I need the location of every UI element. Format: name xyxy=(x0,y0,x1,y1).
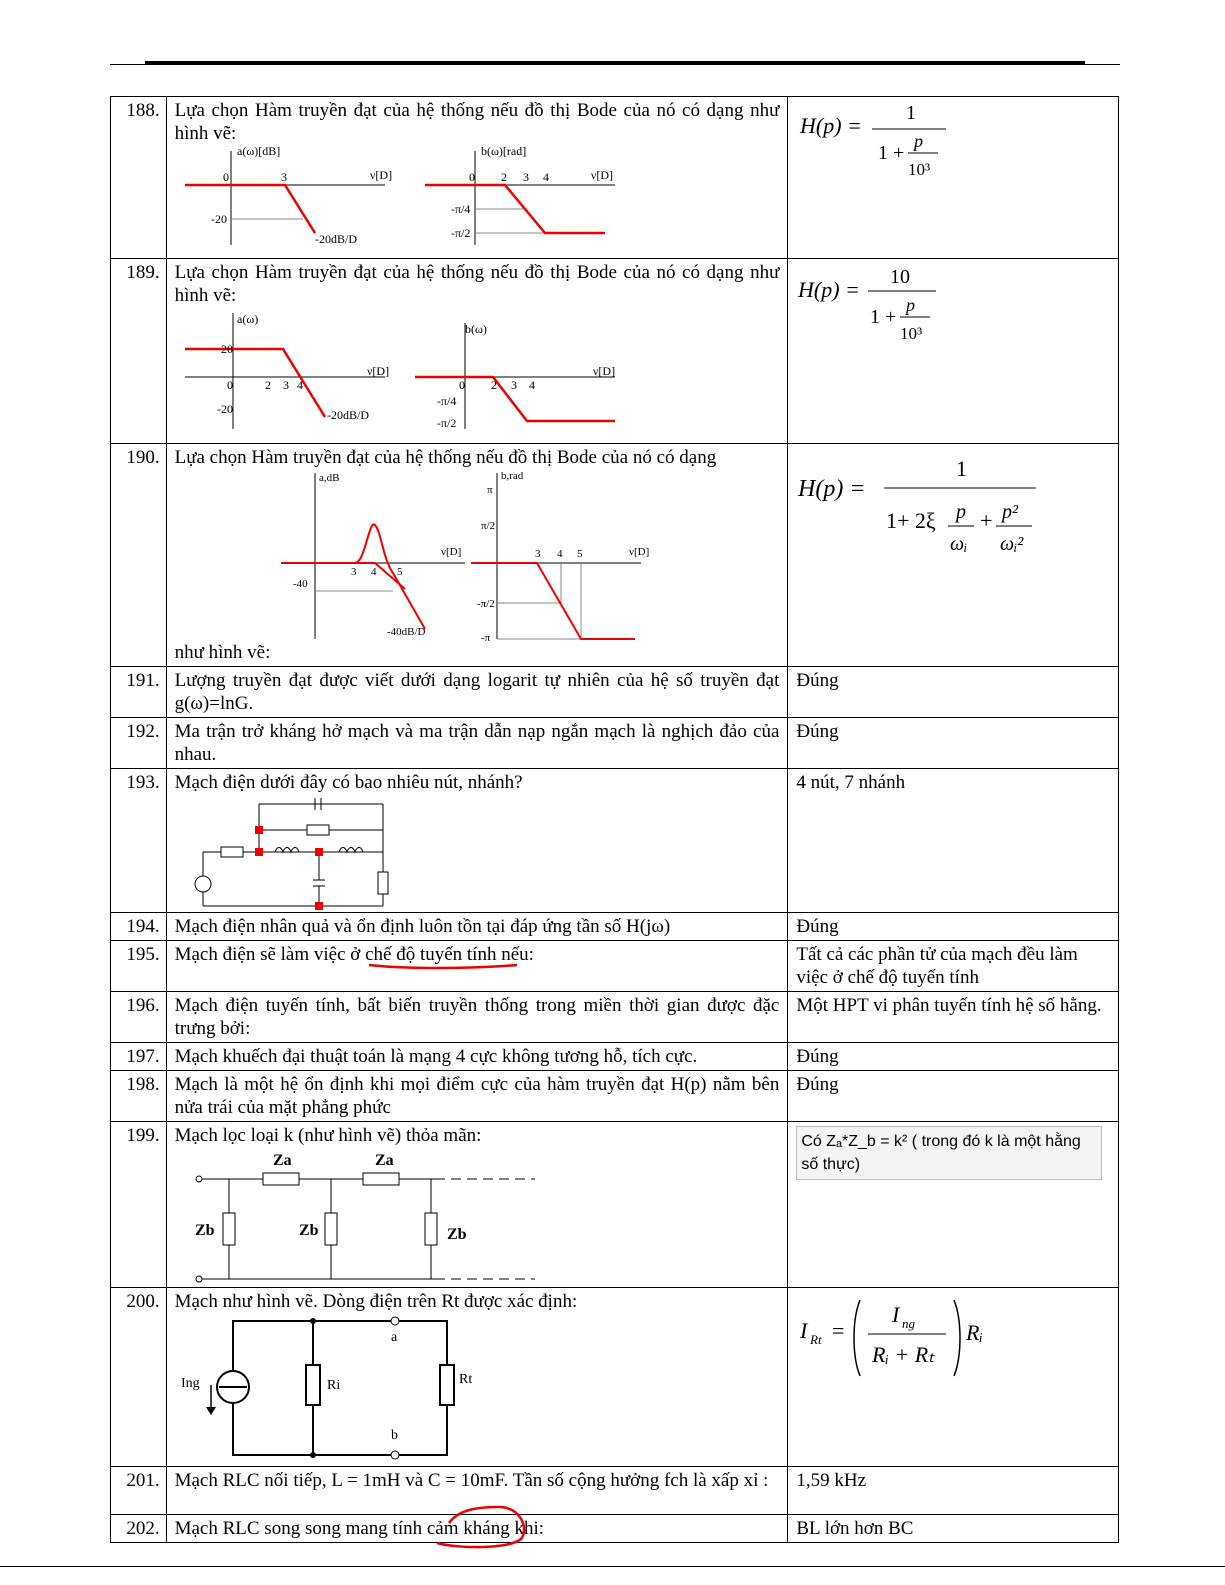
answer-cell xyxy=(788,444,1119,667)
axis-label-v: ν[D] xyxy=(369,168,392,182)
question-text: Mạch như hình vẽ. Dòng điện trên Rt được xác định: xyxy=(174,1291,578,1312)
bode-plot-188 xyxy=(175,144,615,247)
svg-text:ν[D]: ν[D] xyxy=(592,364,615,378)
svg-text:p²: p² xyxy=(1002,501,1019,523)
axis-label-b: b(ω)[rad] xyxy=(480,144,526,158)
table-row xyxy=(111,444,1119,667)
row-number: 194. xyxy=(111,913,167,941)
question-text: Mạch RLC song song mang tính cảm kháng khi: xyxy=(174,1518,544,1539)
svg-text:0: 0 xyxy=(222,170,229,184)
svg-text:10³: 10³ xyxy=(908,160,931,179)
svg-text:-20dB/D: -20dB/D xyxy=(314,232,357,246)
row-number: 193. xyxy=(111,769,167,913)
svg-text:5: 5 xyxy=(576,548,583,560)
table-row xyxy=(111,913,1119,941)
svg-text:Rt: Rt xyxy=(810,1332,822,1347)
axis-label-a: a,dB xyxy=(318,472,340,484)
svg-text:Rᵢ + Rₜ: Rᵢ + Rₜ xyxy=(872,1342,936,1367)
answer-cell: Tất cả các phần tử của mạch đều làm việc ở chế độ tuyến tính xyxy=(788,941,1119,992)
question-text: Mạch điện dưới đây có bao nhiêu nút, nhánh? xyxy=(174,772,523,793)
row-number: 189. xyxy=(111,259,167,444)
svg-text:Zb: Zb xyxy=(446,1226,467,1243)
svg-text:-π/2: -π/2 xyxy=(436,416,456,430)
svg-text:4: 4 xyxy=(370,566,377,578)
question-cell xyxy=(166,1122,788,1288)
axis-label-b: b,rad xyxy=(500,470,523,482)
svg-text:ν[D]: ν[D] xyxy=(590,168,613,182)
svg-text:1: 1 xyxy=(906,102,917,124)
svg-text:H(p) =: H(p) = xyxy=(798,476,866,502)
zb-label: Zb xyxy=(194,1222,215,1239)
svg-text:π: π xyxy=(486,484,493,496)
svg-text:0: 0 xyxy=(226,378,233,392)
bode-plot-189 xyxy=(175,309,625,431)
row-number: 191. xyxy=(111,667,167,718)
question-cell: Ma trận trở kháng hở mạch và ma trận dẫn nạp ngắn mạch là nghịch đảo của nhau. xyxy=(166,718,788,769)
row-number: 199. xyxy=(111,1122,167,1288)
svg-text:-20: -20 xyxy=(216,402,233,416)
svg-text:Zb: Zb xyxy=(298,1222,319,1239)
row-number: 192. xyxy=(111,718,167,769)
svg-text:Za: Za xyxy=(374,1152,394,1169)
formula-189 xyxy=(796,261,966,351)
svg-text:ν[D]: ν[D] xyxy=(628,546,649,558)
question-text-cont: như hình vẽ: xyxy=(174,642,271,663)
svg-text:4: 4 xyxy=(528,378,535,392)
answer-cell: Đúng xyxy=(788,913,1119,941)
svg-text:-40dB/D: -40dB/D xyxy=(386,626,426,638)
question-text: Lựa chọn Hàm truyền đạt của hệ thống nếu đồ thị Bode của nó có dạng xyxy=(174,447,717,468)
axis-label-a: a(ω) xyxy=(236,312,258,326)
answer-cell: Đúng xyxy=(788,1043,1119,1071)
svg-text:-20dB/D: -20dB/D xyxy=(326,408,369,422)
svg-text:4: 4 xyxy=(542,170,549,184)
svg-text:p: p xyxy=(906,295,916,315)
row-number: 190. xyxy=(111,444,167,667)
question-cell xyxy=(166,444,788,667)
table-row xyxy=(111,1467,1119,1515)
answer-cell: Đúng xyxy=(788,718,1119,769)
question-cell: Mạch khuếch đại thuật toán là mạng 4 cực không tương hỗ, tích cực. xyxy=(166,1043,788,1071)
node-a-label: a xyxy=(390,1330,397,1345)
svg-text:+: + xyxy=(980,508,993,533)
svg-text:-π/2: -π/2 xyxy=(476,598,495,610)
red-underline-annotation xyxy=(367,959,527,971)
bode-plot-190 xyxy=(275,469,649,644)
table-row xyxy=(111,667,1119,718)
svg-text:4: 4 xyxy=(296,378,303,392)
svg-text:-20: -20 xyxy=(210,212,227,226)
svg-text:3: 3 xyxy=(282,378,289,392)
answer-cell: 4 nút, 7 nhánh xyxy=(788,769,1119,913)
rt-label: Rt xyxy=(458,1372,472,1387)
svg-text:ng: ng xyxy=(902,1316,916,1331)
svg-text:3: 3 xyxy=(510,378,517,392)
question-text: Mạch điện sẽ làm việc ở chế độ tuyến tính nếu: xyxy=(174,944,534,965)
svg-text:H(p) =: H(p) = xyxy=(798,277,861,302)
svg-text:10³: 10³ xyxy=(900,324,923,343)
answer-cell xyxy=(788,97,1119,259)
row-number: 200. xyxy=(111,1288,167,1467)
table-row xyxy=(111,259,1119,444)
svg-text:2: 2 xyxy=(500,170,507,184)
node-b-label: b xyxy=(390,1428,398,1443)
svg-text:-40: -40 xyxy=(292,578,308,590)
question-cell: Mạch điện nhân quả và ổn định luôn tồn tại đáp ứng tần số H(jω) xyxy=(166,913,788,941)
svg-text:-π/2: -π/2 xyxy=(450,226,470,240)
circuit-200 xyxy=(175,1315,495,1461)
svg-text:ωᵢ: ωᵢ xyxy=(950,533,968,555)
table-row xyxy=(111,1515,1119,1543)
footer-rule xyxy=(0,1566,1225,1567)
svg-text:5: 5 xyxy=(396,566,403,578)
svg-text:3: 3 xyxy=(280,170,287,184)
svg-text:20: 20 xyxy=(220,342,233,356)
row-number: 201. xyxy=(111,1467,167,1515)
svg-text:H(p) =: H(p) = xyxy=(800,113,863,138)
answer-cell: Một HPT vi phân tuyến tính hệ số hằng. xyxy=(788,992,1119,1043)
svg-text:=: = xyxy=(832,1318,845,1343)
table-row xyxy=(111,1288,1119,1467)
svg-text:1: 1 xyxy=(956,456,968,481)
answer-cell xyxy=(788,1122,1119,1288)
answer-cell: Đúng xyxy=(788,667,1119,718)
svg-text:-π/4: -π/4 xyxy=(436,394,456,408)
row-number: 196. xyxy=(111,992,167,1043)
circuit-193 xyxy=(175,796,405,910)
svg-text:ωᵢ²: ωᵢ² xyxy=(1000,533,1024,555)
table-row xyxy=(111,941,1119,992)
row-number: 202. xyxy=(111,1515,167,1543)
table-row xyxy=(111,992,1119,1043)
red-circle-annotation xyxy=(429,1503,539,1549)
answer-cell xyxy=(788,259,1119,444)
question-cell: Mạch điện tuyến tính, bất biến truyền thống trong miền thời gian được đặc trưng bởi: xyxy=(166,992,788,1043)
row-number: 197. xyxy=(111,1043,167,1071)
question-cell xyxy=(166,769,788,913)
svg-text:Rᵢ: Rᵢ xyxy=(966,1320,984,1345)
formula-199: Có Zₐ*Z_b = k² ( trong đó k là một hằng số thực) xyxy=(796,1126,1102,1180)
answer-cell: 1,59 kHz xyxy=(788,1467,1119,1515)
row-number: 188. xyxy=(111,97,167,259)
header-rule-thin xyxy=(110,64,1120,65)
svg-text:3: 3 xyxy=(534,548,541,560)
row-number: 195. xyxy=(111,941,167,992)
question-cell xyxy=(166,941,788,992)
table-row xyxy=(111,1122,1119,1288)
svg-text:3: 3 xyxy=(522,170,529,184)
formula-200 xyxy=(796,1290,1006,1380)
svg-text:0: 0 xyxy=(458,378,465,392)
qa-table xyxy=(110,96,1119,1543)
ri-label: Ri xyxy=(326,1378,340,1393)
question-cell xyxy=(166,1288,788,1467)
table-row xyxy=(111,769,1119,913)
svg-text:I: I xyxy=(892,1302,900,1327)
svg-text:1+ 2ξ: 1+ 2ξ xyxy=(886,508,937,533)
question-text: Lựa chọn Hàm truyền đạt của hệ thống nếu đồ thị Bode của nó có dạng như hình vẽ: xyxy=(174,100,780,144)
svg-text:2: 2 xyxy=(490,378,497,392)
formula-188 xyxy=(796,99,966,189)
table-row xyxy=(111,1071,1119,1122)
question-cell xyxy=(166,97,788,259)
svg-text:1 +: 1 + xyxy=(870,306,897,328)
svg-text:-π: -π xyxy=(480,632,490,644)
svg-text:p: p xyxy=(914,131,924,151)
ing-label: Ing xyxy=(180,1376,200,1391)
question-cell xyxy=(166,259,788,444)
answer-cell xyxy=(788,1288,1119,1467)
za-label: Za xyxy=(272,1152,292,1169)
svg-text:4: 4 xyxy=(556,548,563,560)
svg-text:0: 0 xyxy=(468,170,475,184)
table-row xyxy=(111,1043,1119,1071)
question-cell: Mạch RLC nối tiếp, L = 1mH và C = 10mF. Tần số cộng hưởng fch là xấp xỉ : xyxy=(166,1467,788,1515)
formula-190 xyxy=(796,446,1066,566)
svg-text:3: 3 xyxy=(350,566,357,578)
axis-label-b: b(ω) xyxy=(464,322,487,336)
svg-text:-π/4: -π/4 xyxy=(450,202,470,216)
axis-label-v: ν[D] xyxy=(366,364,389,378)
answer-cell: BL lớn hơn BC xyxy=(788,1515,1119,1543)
svg-text:I: I xyxy=(800,1318,808,1343)
table-row xyxy=(111,97,1119,259)
svg-text:π/2: π/2 xyxy=(480,520,495,532)
answer-cell: Đúng xyxy=(788,1071,1119,1122)
axis-label-v: ν[D] xyxy=(440,546,461,558)
svg-text:p: p xyxy=(956,501,967,523)
question-text: Lựa chọn Hàm truyền đạt của hệ thống nếu đồ thị Bode của nó có dạng như hình vẽ: xyxy=(174,262,780,306)
axis-label-a: a(ω)[dB] xyxy=(236,144,280,158)
svg-text:10: 10 xyxy=(890,266,911,288)
svg-text:2: 2 xyxy=(264,378,271,392)
question-cell: Lượng truyền đạt được viết dưới dạng logarit tự nhiên của hệ số truyền đạt g(ω)=lnG. xyxy=(166,667,788,718)
table-row xyxy=(111,718,1119,769)
question-cell xyxy=(166,1515,788,1543)
svg-text:1 +: 1 + xyxy=(878,142,905,164)
filter-circuit-199 xyxy=(175,1149,555,1283)
question-text: Mạch lọc loại k (như hình vẽ) thỏa mãn: xyxy=(174,1125,482,1146)
question-cell: Mạch là một hệ ổn định khi mọi điểm cực của hàm truyền đạt H(p) nằm bên nửa trái của mặt phẳng phức xyxy=(166,1071,788,1122)
row-number: 198. xyxy=(111,1071,167,1122)
